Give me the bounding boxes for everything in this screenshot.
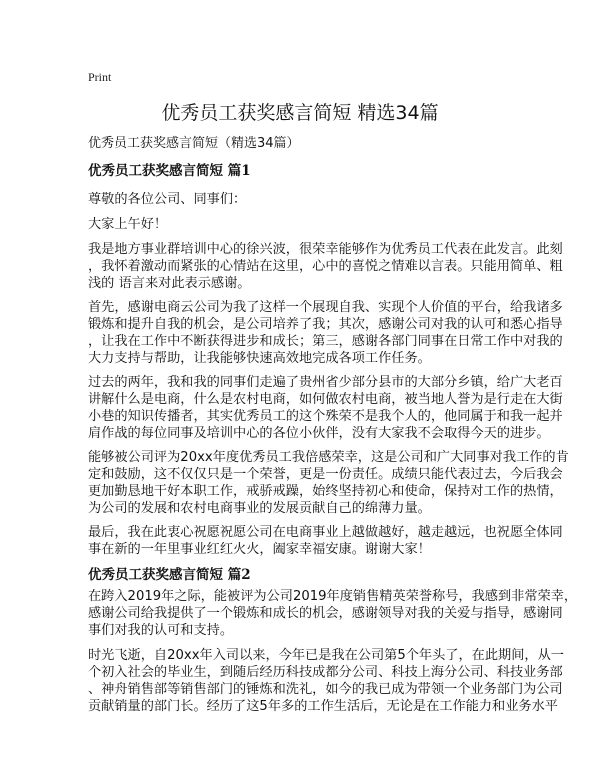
paragraph-line: 时光飞逝，自20xx年入司以来，今年已是我在公司第5个年头了，在此期间，从一 [88,648,564,663]
subtitle: 优秀员工获奖感言简短（精选34篇） [88,136,300,151]
paragraph-line: 贡献销量的部门长。经历了这5年多的工作生活后，无论是在工作能力和业务水平 [88,699,558,714]
paragraph-line: 定和鼓励，这不仅仅只是一个荣誉，更是一份责任。成绩只能代表过去，今后我会 [88,467,563,482]
section-heading-1: 优秀员工获奖感言简短 篇1 [88,163,251,179]
paragraph-line: 事们对我的认可和支持。 [88,623,234,638]
paragraph [88,449,569,517]
paragraph-line: 首先，感谢电商云公司为我了这样一个展现自我、实现个人价值的平台，给我诸多 [88,300,563,315]
paragraph-line: 能够被公司评为20xx年度优秀员工我倍感荣幸，这是公司和广大同事对我工作的肯 [88,450,569,465]
paragraph [88,241,563,292]
paragraph-line: 个初入社会的毕业生，到随后经历科技成都分公司、科技上海分公司、科技业务部 [88,665,563,680]
paragraph [88,374,563,442]
paragraph-line: 事在新的一年里事业红红火火，阖家幸福安康。谢谢大家！ [88,542,431,557]
paragraph-line: 最后，我在此衷心祝愿祝愿公司在电商事业上越做越好，越走越远，也祝愿全体同 [88,525,563,540]
paragraph-line: 我是地方事业群培训中心的徐兴波，很荣幸能够作为优秀员工代表在此发言。此刻 [88,242,563,257]
paragraph-line: 浅的 语言来对此表示感谢。 [88,276,251,291]
paragraph-line: 感谢公司给我提供了一个锻炼和成长的机会，感谢领导对我的关爱与指导，感谢同 [88,606,563,621]
paragraph-line: 、神舟销售部等销售部门的锤炼和洗礼，如今的我已成为带领一个业务部门为公司 [88,682,563,697]
paragraph [88,647,564,715]
paragraph-line: 肩作战的每位同事及培训中心的各位小伙伴，没有大家我不会取得今天的进步。 [88,426,550,441]
paragraph [88,524,563,558]
paragraph-line: ，我怀着激动而紧张的心情站在这里，心中的喜悦之情难以言表。只能用简单、粗 [88,259,563,274]
paragraph-line: 更加勤恳地干好本职工作，戒骄戒躁，始终坚持初心和使命，保持对工作的热情， [88,484,563,499]
paragraph-line: 过去的两年，我和我的同事们走遍了贵州省少部分县市的大部分乡镇，给广大老百 [88,375,563,390]
paragraph-line: 讲解什么是电商，什么是农村电商，如何做农村电商，被当地人誉为是行走在大街 [88,392,563,407]
section-heading-2: 优秀员工获奖感言简短 篇2 [88,567,251,583]
paragraph [88,299,563,367]
page-title: 优秀员工获奖感言简短 精选34篇 [161,102,439,124]
paragraph-line: ，让我在工作中不断获得进步和成长；第三，感谢各部门同事在日常工作中对我的 [88,334,563,349]
print-link[interactable]: Print [88,70,112,84]
paragraph-line: 为公司的发展和农村电商事业的发展贡献自己的绵薄力量。 [88,501,431,516]
paragraph [88,588,578,639]
paragraph-line: 锻炼和提升自我的机会，是公司培养了我；其次，感谢公司对我的认可和悉心指导 [88,317,563,332]
paragraph-line: 小巷的知识传播者，其实优秀员工的这个殊荣不是我个人的，他同属于和我一起并 [88,409,563,424]
paragraph-line: 大力支持与帮助，让我能够快速高效地完成各项工作任务。 [88,351,431,366]
paragraph-line: 在跨入2019年之际，能被评为公司2019年度销售精英荣誉称号，我感到非常荣幸， [88,589,578,604]
greeting: 尊敬的各位公司、同事们： [88,192,247,207]
hello-line: 大家上午好！ [88,217,168,232]
